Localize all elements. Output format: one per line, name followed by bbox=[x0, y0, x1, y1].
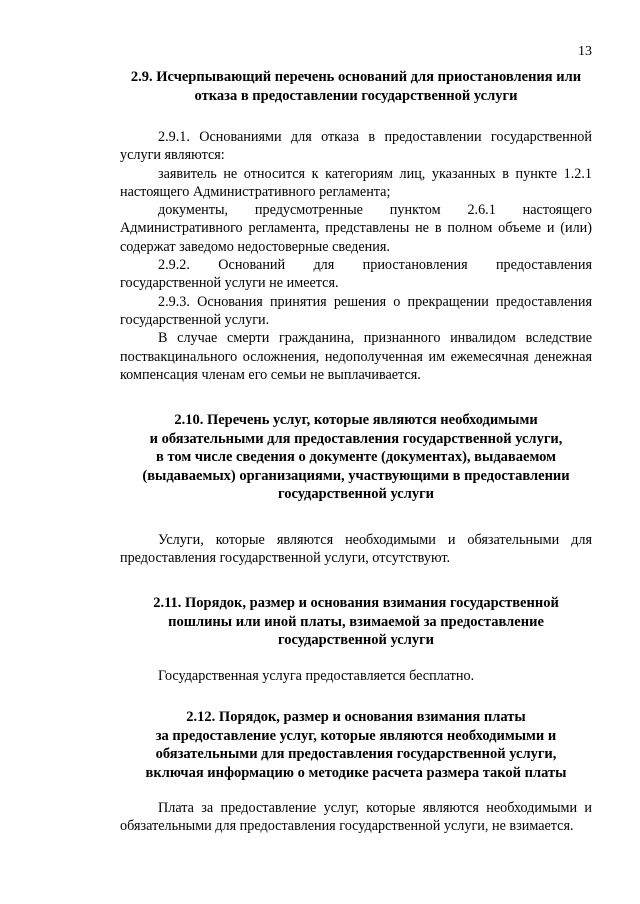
section-2-11-title-line3: государственной услуги bbox=[277, 632, 435, 649]
section-2-10-title-line5: государственной услуги bbox=[277, 486, 435, 503]
section-2-10-title-line4: (выдаваемых) организациями, участвующими в предоставлении bbox=[142, 467, 570, 484]
section-2-12 bbox=[120, 708, 592, 836]
paragraph-2-9-3: 2.9.3. Основания принятия решения о прекращении предоставления государственной услуги. bbox=[120, 293, 592, 328]
section-2-10-title-line2: и обязательными для предоставления государственной услуги, bbox=[149, 430, 563, 447]
section-2-11-title-line2: пошлины или иной платы, взимаемой за предоставление bbox=[168, 613, 544, 630]
section-2-10-title-line1: 2.10. Перечень услуг, которые являются необходимыми bbox=[174, 412, 538, 429]
section-2-12-title-line4: включая информацию о методике расчета размера такой платы bbox=[145, 764, 567, 781]
section-2-9-title: 2.9. Исчерпывающий перечень оснований для приостановления или отказа в предоставлении государственной услуги bbox=[130, 69, 582, 104]
paragraph-documents: документы, предусмотренные пунктом 2.6.1 настоящего Административного регламента, представлены не в полном объеме и (или) содержат заведомо недостоверные сведения. bbox=[120, 202, 592, 255]
document-body bbox=[120, 68, 592, 836]
paragraph-2-9-2: 2.9.2. Оснований для приостановления предоставления государственной услуги не имеется. bbox=[120, 257, 592, 292]
section-2-11-title bbox=[120, 594, 592, 650]
paragraph-2-10-services: Услуги, которые являются необходимыми и обязательными для предоставления государственной услуги, отсутствуют. bbox=[120, 531, 592, 566]
section-2-12-title-line1: 2.12. Порядок, размер и основания взимания платы bbox=[186, 709, 526, 726]
section-2-12-title bbox=[120, 708, 592, 782]
section-2-10 bbox=[120, 411, 592, 567]
section-2-9 bbox=[120, 68, 592, 384]
section-2-11-title-line1: 2.11. Порядок, размер и основания взимания государственной bbox=[153, 595, 559, 612]
section-2-11 bbox=[120, 594, 592, 685]
paragraph-2-9-1: 2.9.1. Основаниями для отказа в предоставлении государственной услуги являются: bbox=[120, 129, 592, 164]
paragraph-applicant-category: заявитель не относится к категориям лиц, указанных в пункте 1.2.1 настоящего Административного регламента; bbox=[120, 165, 592, 200]
paragraph-death-case: В случае смерти гражданина, признанного инвалидом вследствие поствакцинального осложнения, недополученная им ежемесячная денежная компенсация членам его семьи не выплачивается. bbox=[120, 330, 592, 383]
paragraph-2-11-free: Государственная услуга предоставляется бесплатно. bbox=[158, 667, 475, 684]
section-2-12-title-line2: за предоставление услуг, которые являются необходимыми и bbox=[155, 727, 557, 744]
section-2-10-title-line3: в том числе сведения о документе (документах), выдаваемом bbox=[156, 449, 556, 466]
paragraph-2-12-fee: Плата за предоставление услуг, которые являются необходимыми и обязательными для предоставления государственной услуги, не взимается. bbox=[120, 800, 592, 835]
page-number: 13 bbox=[578, 44, 592, 59]
section-2-10-title bbox=[120, 411, 592, 504]
section-2-12-title-line3: обязательными для предоставления государственной услуги, bbox=[155, 746, 557, 763]
